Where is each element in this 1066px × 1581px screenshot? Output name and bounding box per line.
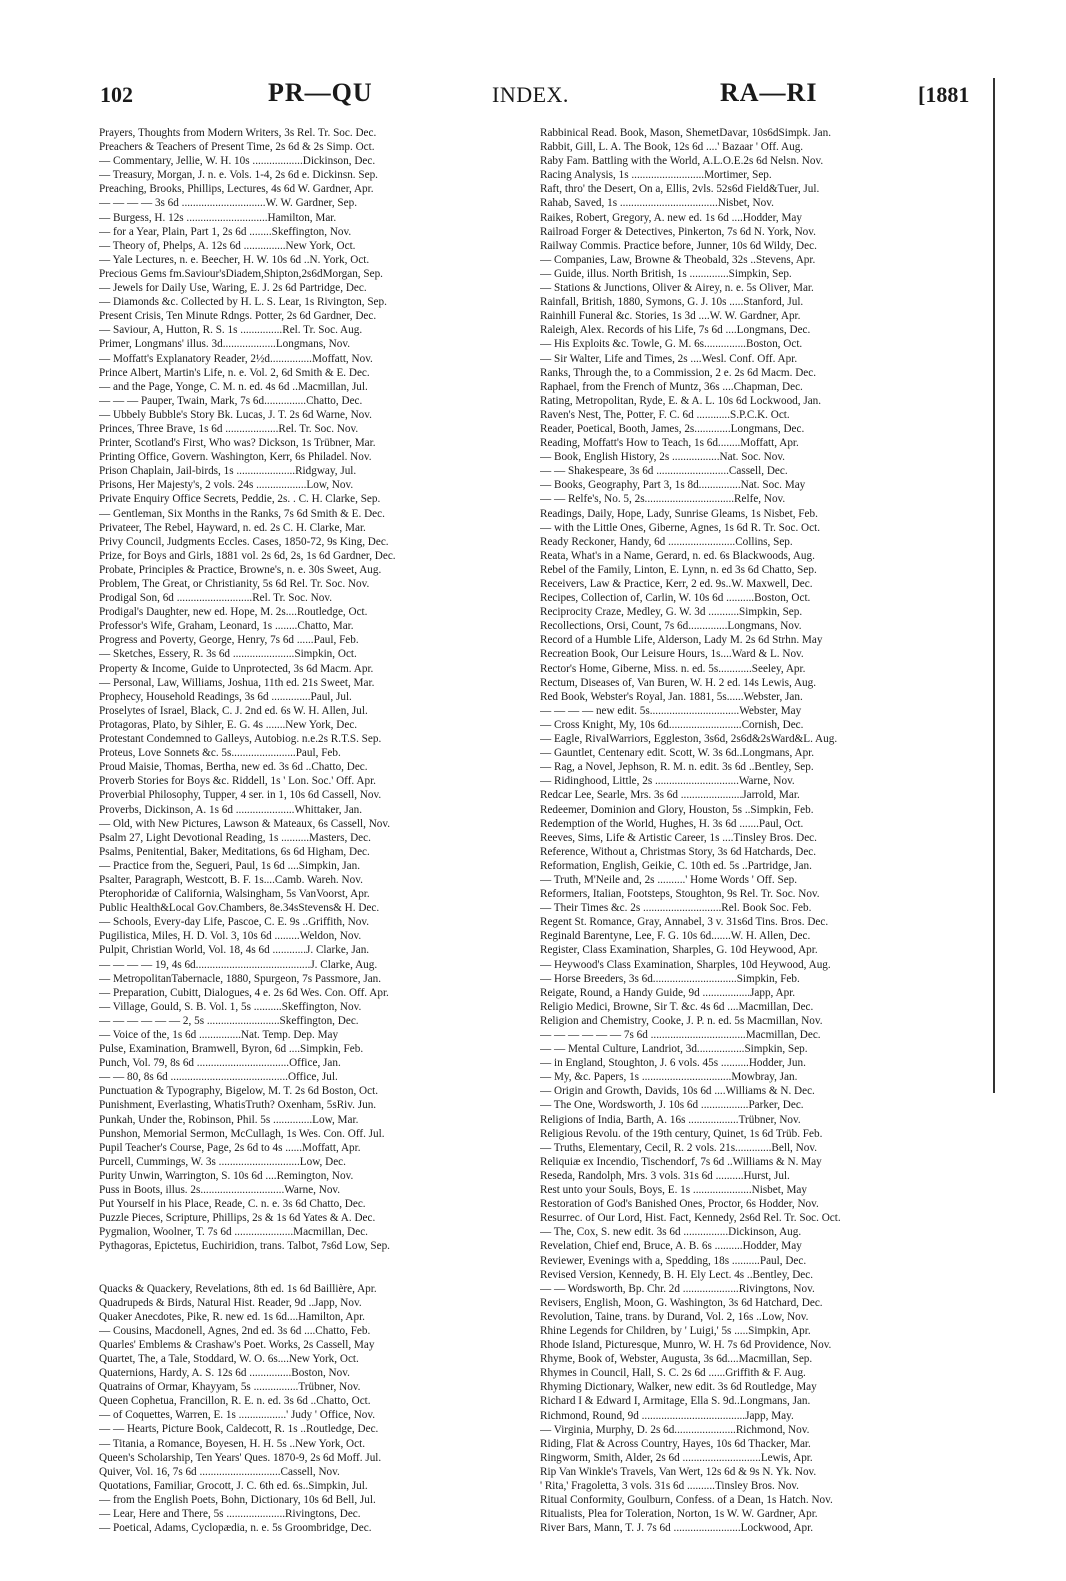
index-entry: Reading, Moffatt's How to Teach, 1s 6d........Moffatt, Apr. <box>540 437 799 450</box>
index-entry: Prodigal's Daughter, new ed. Hope, M. 2s....Routledge, Oct. <box>99 606 368 619</box>
index-entry: Recipes, Collection of, Carlin, W. 10s 6d ..........Boston, Oct. <box>540 592 811 605</box>
index-entry: — Horse Breeders, 3s 6d..............................Simpkin, Feb. <box>540 972 800 985</box>
index-entry: Reformation, English, Geikie, C. 10th ed. 5s ..Partridge, Jan. <box>540 859 812 872</box>
index-entry: Rhode Island, Picturesque, Munro, W. H. 7s 6d Providence, Nov. <box>540 1339 832 1352</box>
section-gap <box>99 1254 529 1282</box>
index-entry: Privateer, The Rebel, Hayward, n. ed. 2s C. H. Clarke, Mar. <box>99 521 366 534</box>
q-entries-list <box>99 1282 529 1536</box>
index-entry: Pygmalion, Woolner, T. 7s 6d .....................Macmillan, Dec. <box>99 1226 368 1239</box>
index-entry: — from the English Poets, Bohn, Dictionary, 10s 6d Bell, Jul. <box>99 1493 376 1506</box>
index-entry: — Eagle, RivalWarriors, Eggleston, 3s6d, 2s6d&2sWard&L. Aug. <box>540 733 838 746</box>
index-entry: Probate, Principles & Practice, Browne's, n. e. 30s Sweet, Aug. <box>99 563 382 576</box>
index-entry: — MetropolitanTabernacle, 1880, Spurgeon, 7s Passmore, Jan. <box>99 972 382 985</box>
right-range-heading: RA—RI <box>720 78 818 107</box>
index-entry: — — Wordsworth, Bp. Chr. 2d ....................Rivingtons, Nov. <box>540 1282 815 1295</box>
index-entry: — Poetical, Adams, Cyclopædia, n. e. 5s Groombridge, Dec. <box>99 1522 372 1535</box>
index-entry: — Cross Knight, My, 10s 6d..........................Cornish, Dec. <box>540 718 804 731</box>
index-entry: Rip Van Winkle's Travels, Van Wert, 12s 6d & 9s N. Yk. Nov. <box>540 1465 817 1478</box>
index-entry: Puss in Boots, illus. 2s..............................Warne, Nov. <box>99 1184 341 1197</box>
index-entry: — The One, Wordsworth, J. 10s 6d .................Parker, Dec. <box>540 1099 804 1112</box>
index-entry: — Stations & Junctions, Oliver & Airey, n. e. 5s Oliver, Mar. <box>540 282 814 295</box>
index-entry: — Moffatt's Explanatory Reader, 2½d...............Moffatt, Nov. <box>99 352 373 365</box>
index-entry: Reliquiæ ex Incendio, Tischendorf, 7s 6d ..Williams & N. May <box>540 1155 822 1168</box>
index-entry: — Practice from the, Segueri, Paul, 1s 6d ....Simpkin, Jan. <box>99 859 361 872</box>
index-entry: Revised Version, Kennedy, B. H. Ely Lect. 4s ..Bentley, Dec. <box>540 1268 813 1281</box>
index-entry: Raven's Nest, The, Potter, F. C. 6d ............S.P.C.K. Oct. <box>540 408 790 421</box>
index-entry: — Sketches, Essery, R. 3s 6d ......................Simpkin, Oct. <box>99 648 357 661</box>
index-entry: — in England, Stoughton, J. 6 vols. 45s ..........Hodder, Jun. <box>540 1057 806 1070</box>
index-entry: Richmond, Round, 9d .....................................Japp, May. <box>540 1409 794 1422</box>
index-entry: Prize, for Boys and Girls, 1881 vol. 2s 6d, 2s, 1s 6d Gardner, Dec. <box>99 549 396 562</box>
page-header <box>100 78 970 118</box>
index-entry: Raft, thro' the Desert, On a, Ellis, 2vls. 52s6d Field&Tuer, Jul. <box>540 183 820 196</box>
index-entry: Redemption of the World, Hughes, H. 3s 6d .......Paul, Oct. <box>540 817 804 830</box>
index-entry: Pterophoridæ of California, Walsingham, 5s VanVoorst, Apr. <box>99 888 370 901</box>
index-entry: — Titania, a Romance, Boyesen, H. H. 5s ..New York, Oct. <box>99 1437 365 1450</box>
index-entry: Rectum, Diseases of, Van Buren, W. H. 2 ed. 14s Lewis, Aug. <box>540 676 817 689</box>
index-entry: — — 80, 8s 6d ..........................................Office, Jul. <box>99 1071 338 1084</box>
index-entry: Property & Income, Guide to Unprotected, 3s 6d Macm. Apr. <box>99 662 374 675</box>
index-entry: Rahab, Saved, 1s ...................................Nisbet, Nov. <box>540 197 774 210</box>
index-entry: — Voice of the, 1s 6d ...............Nat. Temp. Dep. May <box>99 1029 339 1041</box>
index-entry: Proverbs, Dickinson, A. 1s 6d .....................Whittaker, Jan. <box>99 803 363 816</box>
index-entry: — Preparation, Cubitt, Dialogues, 4 e. 2s 6d Wes. Con. Off. Apr. <box>99 986 389 999</box>
index-entry: Quaternions, Hardy, A. S. 12s 6d ...............Boston, Nov. <box>99 1367 350 1380</box>
index-entry: Ritual Conformity, Goulburn, Confess. of a Dean, 1s Hatch. Nov. <box>540 1494 833 1507</box>
index-entry: — Their Times &c. 2s ............................Rel. Book Soc. Feb. <box>540 902 812 915</box>
index-entry: Ritualists, Plea for Toleration, Norton, 1s W. W. Gardner, Apr. <box>540 1508 818 1521</box>
index-entry: — — Shakespeare, 3s 6d ..........................Cassell, Dec. <box>540 465 788 478</box>
index-entry: — — — — 19, 4s 6d.........................................J. Clarke, Aug. <box>99 958 378 971</box>
index-entry: Reader, Poetical, Booth, James, 2s.............Longmans, Dec. <box>540 422 805 435</box>
index-entry: Ready Reckoner, Handy, 6d ........................Collins, Sep. <box>540 535 793 548</box>
index-entry: Religio Medici, Browne, Sir T. &c. 4s 6d ....Macmillan, Dec. <box>540 1000 814 1013</box>
index-entry: Printer, Scotland's First, Who was? Dickson, 1s Trübner, Mar. <box>99 437 376 450</box>
index-entry: Reseda, Randolph, Mrs. 3 vols. 31s 6d ..........Hurst, Jul. <box>540 1169 790 1182</box>
index-entry: — Truth, M'Neile and, 2s ..........' Home Words ' Off. Sep. <box>540 873 798 886</box>
index-entry: Rabbinical Read. Book, Mason, ShemetDavar, 10s6dSimpk. Jan. <box>540 127 832 139</box>
index-entry: — Theory of, Phelps, A. 12s 6d ...............New York, Oct. <box>99 239 356 252</box>
index-entry: Receivers, Law & Practice, Kerr, 2 ed. 9s..W. Maxwell, Dec. <box>540 578 813 590</box>
index-entry: Racing Analysis, 1s ..........................Mortimer, Sep. <box>540 169 772 182</box>
index-entry: — Village, Gould, S. B. Vol. 1, 5s ..........Skeffington, Nov. <box>99 1000 362 1013</box>
index-entry: — Origin and Growth, Davids, 10s 6d ....Williams & N. Dec. <box>540 1085 815 1098</box>
index-entry: — — — — 3s 6d ..............................W. W. Gardner, Sep. <box>99 197 357 210</box>
index-entry: — The, Cox, S. new edit. 3s 6d ................Dickinson, Aug. <box>540 1226 802 1239</box>
index-entry: Raby Fam. Battling with the World, A.L.O.E.2s 6d Nelsn. Nov. <box>540 155 824 168</box>
index-entry: Punkah, Under the, Robinson, Phil. 5s ..............Low, Mar. <box>99 1113 359 1126</box>
index-entry: — Schools, Every-day Life, Pascoe, C. E. 9s ..Griffith, Nov. <box>99 916 370 929</box>
index-entry: Prayers, Thoughts from Modern Writers, 3s Rel. Tr. Soc. Dec. <box>99 127 377 139</box>
index-entry: Pugilistica, Miles, H. D. Vol. 3, 10s 6d .........Weldon, Nov. <box>99 930 362 943</box>
index-entry: Rhyme, Book of, Webster, Augusta, 3s 6d....Macmillan, Sep. <box>540 1353 813 1366</box>
index-entry: Pulpit, Christian World, Vol. 18, 4s 6d ............J. Clarke, Jan. <box>99 944 370 957</box>
index-entry: Revelation, Chief end, Bruce, A. B. 6s ..........Hodder, May <box>540 1240 802 1253</box>
index-entry: Protagoras, Plato, by Sihler, E. G. 4s .......New York, Dec. <box>99 718 358 731</box>
index-entry: Record of a Humble Life, Alderson, Lady M. 2s 6d Strhn. May <box>540 634 823 647</box>
index-entry: — Ridinghood, Little, 2s ..............................Warne, Nov. <box>540 775 795 788</box>
index-entry: Rhymes in Council, Hall, S. C. 2s 6d ......Griffith & F. Aug. <box>540 1367 806 1380</box>
index-entry: Ringworm, Smith, Alder, 2s 6d ............................Lewis, Apr. <box>540 1451 813 1464</box>
index-entry: Privy Council, Judgments Eccles. Cases, 1850-72, 9s King, Dec. <box>99 535 389 548</box>
index-entry: Rebel of the Family, Linton, E. Lynn, n. ed 3s 6d Chatto, Sep. <box>540 563 817 576</box>
index-entry: — Lear, Here and There, 5s .....................Rivingtons, Dec. <box>99 1508 361 1520</box>
index-entry: Reciprocity Craze, Medley, G. W. 3d ...........Simpkin, Sep. <box>540 606 803 619</box>
index-entry: — with the Little Ones, Giberne, Agnes, 1s 6d R. Tr. Soc. Oct. <box>540 521 820 534</box>
index-entry: Revisers, English, Moon, G. Washington, 3s 6d Hatchard, Dec. <box>540 1296 823 1309</box>
index-entry: Pupil Teacher's Course, Page, 2s 6d to 4s ......Moffatt, Apr. <box>99 1141 361 1154</box>
index-entry: — Jewels for Daily Use, Waring, E. J. 2s 6d Partridge, Dec. <box>99 282 367 295</box>
index-entry: Purcell, Cummings, W. 3s .............................Low, Dec. <box>99 1155 346 1168</box>
index-entry: Red Book, Webster's Royal, Jan. 1881, 5s......Webster, Jan. <box>540 690 803 703</box>
index-entry: Rector's Home, Giberne, Miss. n. ed. 5s............Seeley, Apr. <box>540 662 806 675</box>
index-entry: Quadrupeds & Birds, Natural Hist. Reader, 9d ..Japp, Nov. <box>99 1296 362 1309</box>
index-entry: Proselytes of Israel, Black, C. J. 2nd ed. 6s W. H. Allen, Jul. <box>99 704 368 717</box>
index-entry: Primer, Longmans' illus. 3d...................Longmans, Nov. <box>99 338 350 351</box>
index-entry: Rating, Metropolitan, Ryde, E. & A. L. 10s 6d Lockwood, Jan. <box>540 394 822 407</box>
index-entry: Protestant Condemned to Galleys, Autobiog. n.e.2s R.T.S. Sep. <box>99 733 382 746</box>
index-entry: Ranks, Through the, to a Commission, 2 e. 2s 6d Macm. Dec. <box>540 366 817 379</box>
index-entry: Register, Class Examination, Sharples, G. 10d Heywood, Apr. <box>540 944 818 957</box>
index-entry: — Heywood's Class Examination, Sharples, 10d Heywood, Aug. <box>540 958 831 971</box>
index-entry: — My, &c. Papers, 1s ................................Mowbray, Jan. <box>540 1071 798 1084</box>
index-entry: Preachers & Teachers of Present Time, 2s 6d & 2s Simp. Oct. <box>99 141 375 154</box>
index-entry: Prince Albert, Martin's Life, n. e. Vol. 2, 6d Smith & E. Dec. <box>99 366 370 379</box>
index-entry: Reference, Without a, Christmas Story, 3s 6d Hatchards, Dec. <box>540 845 817 858</box>
index-entry: Religions of India, Barth, A. 16s ..................Trübner, Nov. <box>540 1113 801 1126</box>
index-entry: Restoration of God's Banished Ones, Proctor, 6s Hodder, Nov. <box>540 1198 819 1211</box>
index-entry: Recollections, Orsi, Count, 7s 6d..............Longmans, Nov. <box>540 620 802 633</box>
index-entry: — — — — — — 7s 6d ..................................Macmillan, Dec. <box>540 1029 821 1041</box>
index-entry: — Virginia, Murphy, D. 2s 6d......................Richmond, Nov. <box>540 1423 810 1436</box>
index-entry: Religious Revolu. of the 19th century, Quinet, 1s 6d Trüb. Feb. <box>540 1127 823 1140</box>
index-entry: Professor's Wife, Graham, Leonard, 1s ........Chatto, Mar. <box>99 620 354 633</box>
index-entry: — Commentary, Jellie, W. H. 10s ..................Dickinson, Dec. <box>99 155 376 168</box>
index-entry: Rabbit, Gill, L. A. The Book, 12s 6d ....' Bazaar ' Off. Aug. <box>540 141 804 154</box>
index-title: INDEX. <box>492 82 569 107</box>
index-entry: Reeves, Sims, Life & Artistic Career, 1s ....Tinsley Bros. Dec. <box>540 831 817 844</box>
index-entry: Punch, Vol. 79, 8s 6d .................................Office, Jan. <box>99 1057 341 1070</box>
index-entry: — Diamonds &c. Collected by H. L. S. Lear, 1s Rivington, Sep. <box>99 296 387 309</box>
index-entry: Rainhill Funeral &c. Stories, 1s 3d ....W. W. Gardner, Apr. <box>540 310 801 323</box>
left-column <box>99 126 529 1535</box>
index-entry: Raikes, Robert, Gregory, A. new ed. 1s 6d ....Hodder, May <box>540 211 802 224</box>
index-entry: — Cousins, Macdonell, Agnes, 2nd ed. 3s 6d ....Chatto, Feb. <box>99 1324 371 1337</box>
index-entry: Printing Office, Govern. Washington, Kerr, 6s Philadel. Nov. <box>99 451 372 464</box>
r-entries-list <box>540 126 970 1535</box>
index-entry: — Personal, Law, Williams, Joshua, 11th ed. 21s Sweet, Mar. <box>99 676 375 689</box>
left-range-heading: PR—QU <box>268 78 373 107</box>
index-entry: — — Hearts, Picture Book, Caldecott, R. 1s ..Routledge, Dec. <box>99 1423 379 1436</box>
p-entries-list <box>99 126 529 1254</box>
index-entry: Recreation Book, Our Leisure Hours, 1s....Ward & L. Nov. <box>540 648 804 661</box>
index-entry: Quiver, Vol. 16, 7s 6d .............................Cassell, Nov. <box>99 1465 340 1478</box>
index-entry: River Bars, Mann, T. J. 7s 6d ........................Lockwood, Apr. <box>540 1522 814 1535</box>
index-entry: Purity Unwin, Warrington, S. 10s 6d ....Remington, Nov. <box>99 1169 354 1182</box>
index-entry: Queen Cophetua, Francillon, R. E. n. ed. 3s 6d ..Chatto, Oct. <box>99 1395 371 1408</box>
index-entry: Prodigal Son, 6d ...........................Rel. Tr. Soc. Nov. <box>99 592 332 605</box>
index-entry: Pulse, Examination, Bramwell, Byron, 6d ....Simpkin, Feb. <box>99 1043 364 1056</box>
index-entry: Puzzle Pieces, Scripture, Phillips, 2s & 1s 6d Yates & A. Dec. <box>99 1212 376 1225</box>
index-entry: Reginald Barentyne, Lee, F. G. 10s 6d.......W. H. Allen, Dec. <box>540 930 811 943</box>
index-entry: Prophecy, Household Readings, 3s 6d ..............Paul, Jul. <box>99 690 352 703</box>
index-entry: — — Mental Culture, Landriot, 3d.................Simpkin, Sep. <box>540 1043 808 1056</box>
index-entry: Quartet, The, a Tale, Stoddard, W. O. 6s....New York, Oct. <box>99 1352 359 1365</box>
index-entry: Prison Chaplain, Jail-birds, 1s .....................Ridgway, Jul. <box>99 465 357 478</box>
index-entry: — — — Pauper, Twain, Mark, 7s 6d...............Chatto, Dec. <box>99 394 363 407</box>
index-entry: — Burgess, H. 12s .............................Hamilton, Mar. <box>99 211 337 224</box>
index-entry: Religion and Chemistry, Cooke, J. P. n. ed. 5s Macmillan, Nov. <box>540 1014 823 1027</box>
index-entry: Prisons, Her Majesty's, 2 vols. 24s ..................Low, Nov. <box>99 479 354 492</box>
index-entry: Progress and Poverty, George, Henry, 7s 6d ......Paul, Feb. <box>99 634 359 647</box>
index-entry: — Sir Walter, Life and Times, 2s ....Wesl. Conf. Off. Apr. <box>540 352 798 365</box>
index-entry: Punshon, Memorial Sermon, McCullagh, 1s Wes. Con. Off. Jul. <box>99 1127 385 1140</box>
index-entry: Revolution, Taine, trans. by Durand, Vol. 2, 16s ..Low, Nov. <box>540 1310 809 1323</box>
index-entry: Present Crisis, Ten Minute Rdngs. Potter, 2s 6d Gardner, Dec. <box>99 310 377 323</box>
right-column <box>540 126 970 1535</box>
index-entry: — Guide, illus. North British, 1s ..............Simpkin, Sep. <box>540 267 792 280</box>
index-entry: Put Yourself in his Place, Reade, C. n. e. 3s 6d Chatto, Dec. <box>99 1198 366 1211</box>
index-entry: Readings, Daily, Hope, Lady, Sunrise Gleams, 1s Nisbet, Feb. <box>540 507 818 520</box>
index-entry: — Truths, Elementary, Cecil, R. 2 vols. 21s.............Bell, Nov. <box>540 1141 817 1154</box>
index-entry: Raphael, from the French of Muntz, 36s ....Chapman, Dec. <box>540 380 803 393</box>
index-entry: Proteus, Love Sonnets &c. 5s.......................Paul, Feb. <box>99 747 341 760</box>
page-number: 102 <box>100 82 133 107</box>
index-entry: Redcar Lee, Searle, Mrs. 3s 6d ......................Jarrold, Mar. <box>540 789 800 802</box>
index-entry: Quaker Anecdotes, Pike, R. new ed. 1s 6d....Hamilton, Apr. <box>99 1310 365 1323</box>
index-entry: Psalm 27, Light Devotional Reading, 1s ..........Masters, Dec. <box>99 831 371 844</box>
index-entry: Rainfall, British, 1880, Symons, G. J. 10s .....Stanford, Jul. <box>540 296 804 309</box>
index-entry: Reformers, Italian, Footsteps, Stoughton, 9s Rel. Tr. Soc. Nov. <box>540 888 820 901</box>
index-entry: — His Exploits &c. Towle, G. M. 6s...............Boston, Oct. <box>540 338 803 351</box>
index-entry: Reata, What's in a Name, Gerard, n. ed. 6s Blackwoods, Aug. <box>540 549 815 562</box>
index-entry: — Yale Lectures, n. e. Beecher, H. W. 10s 6d ..N. York, Oct. <box>99 253 370 266</box>
index-entry: Punishment, Everlasting, WhatisTruth? Oxenham, 5sRiv. Jun. <box>99 1099 377 1112</box>
index-entry: — Books, Geography, Part 3, 1s 8d...............Nat. Soc. May <box>540 479 806 492</box>
index-entry: Reigate, Round, a Handy Guide, 9d .................Japp, Apr. <box>540 986 796 999</box>
index-entry: Pythagoras, Epictetus, Euchiridion, trans. Talbot, 7s6d Low, Sep. <box>99 1240 390 1253</box>
index-entry: Princes, Three Brave, 1s 6d ...................Rel. Tr. Soc. Nov. <box>99 422 359 435</box>
index-entry: Reviewer, Evenings with a, Spedding, 18s ..........Paul, Dec. <box>540 1254 807 1267</box>
index-entry: — for a Year, Plain, Part 1, 2s 6d ........Skeffington, Nov. <box>99 225 352 238</box>
index-entry: — Gentleman, Six Months in the Ranks, 7s 6d Smith & E. Dec. <box>99 507 385 520</box>
index-entry: Quacks & Quackery, Revelations, 8th ed. 1s 6d Baillière, Apr. <box>99 1282 377 1295</box>
index-entry: Quarles' Emblems & Crashaw's Poet. Works, 2s Cassell, May <box>99 1338 375 1351</box>
index-entry: — Treasury, Morgan, J. n. e. Vols. 1-4, 2s 6d e. Dickinsn. Sep. <box>99 169 378 182</box>
vertical-rule <box>993 78 995 1093</box>
index-entry: Riding, Flat & Across Country, Hayes, 10s 6d Thacker, Mar. <box>540 1437 811 1450</box>
index-entry: — Saviour, A, Hutton, R. S. 1s ...............Rel. Tr. Soc. Aug. <box>99 324 363 337</box>
index-entry: Rhine Legends for Children, by ' Luigi,' 5s .....Simpkin, Apr. <box>540 1324 811 1337</box>
index-entry: Proverb Stories for Boys &c. Riddell, 1s ' Lon. Soc.' Off. Apr. <box>99 775 376 788</box>
index-entry: Railway Commis. Practice before, Junner, 10s 6d Wildy, Dec. <box>540 239 817 252</box>
index-entry: Psalter, Paragraph, Westcott, B. F. 1s....Camb. Wareh. Nov. <box>99 873 363 886</box>
index-entry: Quatrains of Ormar, Khayyam, 5s ................Trübner, Nov. <box>99 1381 361 1394</box>
index-entry: Queen's Scholarship, Ten Years' Ques. 1870-9, 2s 6d Moff. Jul. <box>99 1451 382 1464</box>
index-entry: — Gauntlet, Centenary edit. Scott, W. 3s 6d..Longmans, Apr. <box>540 747 815 760</box>
index-entry: Resurrec. of Our Lord, Hist. Fact, Kennedy, 2s6d Rel. Tr. Soc. Oct. <box>540 1212 841 1225</box>
index-entry: Psalms, Penitential, Baker, Meditations, 6s 6d Higham, Dec. <box>99 845 370 858</box>
index-entry: Rest unto your Souls, Boys, E. 1s .....................Nisbet, May <box>540 1184 807 1197</box>
index-entry: — — — — — — 2, 5s ..........................Skeffington, Dec. <box>99 1014 359 1027</box>
index-entry: ' Rita,' Fragoletta, 3 vols. 31s 6d ..........Tinsley Bros. Nov. <box>540 1480 799 1492</box>
year-label: [1881 <box>918 82 970 107</box>
index-entry: Redeemer, Dominion and Glory, Houston, 5s ..Simpkin, Feb. <box>540 803 814 816</box>
index-entry: Problem, The Great, or Christianity, 5s 6d Rel. Tr. Soc. Nov. <box>99 578 370 590</box>
index-entry: — Rag, a Novel, Jephson, R. M. n. edit. 3s 6d ..Bentley, Sep. <box>540 761 814 774</box>
index-entry: Railroad Forger & Detectives, Pinkerton, 7s 6d N. York, Nov. <box>540 225 816 238</box>
index-entry: Regent St. Romance, Gray, Annabel, 3 v. 31s6d Tins. Bros. Dec. <box>540 916 829 929</box>
index-entry: Public Health&Local Gov.Chambers, 8e.34sStevens& H. Dec. <box>99 902 380 915</box>
index-entry: Raleigh, Alex. Records of his Life, 7s 6d ....Longmans, Dec. <box>540 324 811 337</box>
index-entry: — — — — new edit. 5s................................Webster, May <box>540 704 802 717</box>
index-entry: Punctuation & Typography, Bigelow, M. T. 2s 6d Boston, Oct. <box>99 1085 378 1098</box>
index-entry: Rhyming Dictionary, Walker, new edit. 3s 6d Routledge, May <box>540 1381 817 1394</box>
index-entry: Preaching, Brooks, Phillips, Lectures, 4s 6d W. Gardner, Apr. <box>99 183 374 196</box>
index-entry: — and the Page, Yonge, C. M. n. ed. 4s 6d ..Macmillan, Jul. <box>99 380 368 393</box>
index-entry: Proverbial Philosophy, Tupper, 4 ser. in 1, 10s 6d Cassell, Nov. <box>99 789 382 802</box>
index-entry: Proud Maisie, Thomas, Bertha, new ed. 3s 6d ..Chatto, Dec. <box>99 761 368 774</box>
index-entry: — Companies, Law, Browne & Theobald, 32s ..Stevens, Apr. <box>540 253 816 266</box>
index-entry: — Old, with New Pictures, Lawson & Mateaux, 6s Cassell, Nov. <box>99 817 391 830</box>
index-entry: Precious Gems fm.Saviour'sDiadem,Shipton,2s6dMorgan, Sep. <box>99 267 383 280</box>
index-entry: — of Coquettes, Warren, E. 1s .................' Judy ' Office, Nov. <box>99 1409 376 1422</box>
index-entry: — Ubbely Bubble's Story Bk. Lucas, J. T. 2s 6d Warne, Nov. <box>99 408 372 421</box>
index-entry: Quotations, Familiar, Grocott, J. C. 6th ed. 6s..Simpkin, Jul. <box>99 1479 368 1492</box>
index-entry: — — Relfe's, No. 5, 2s................................Relfe, Nov. <box>540 493 786 506</box>
index-entry: — Book, English History, 2s .................Nat. Soc. Nov. <box>540 451 785 464</box>
index-entry: Richard I & Edward I, Armitage, Ella S. 9d..Longmans, Jan. <box>540 1395 811 1408</box>
index-entry: Private Enquiry Office Secrets, Peddie, 2s. . C. H. Clarke, Sep. <box>99 493 381 506</box>
